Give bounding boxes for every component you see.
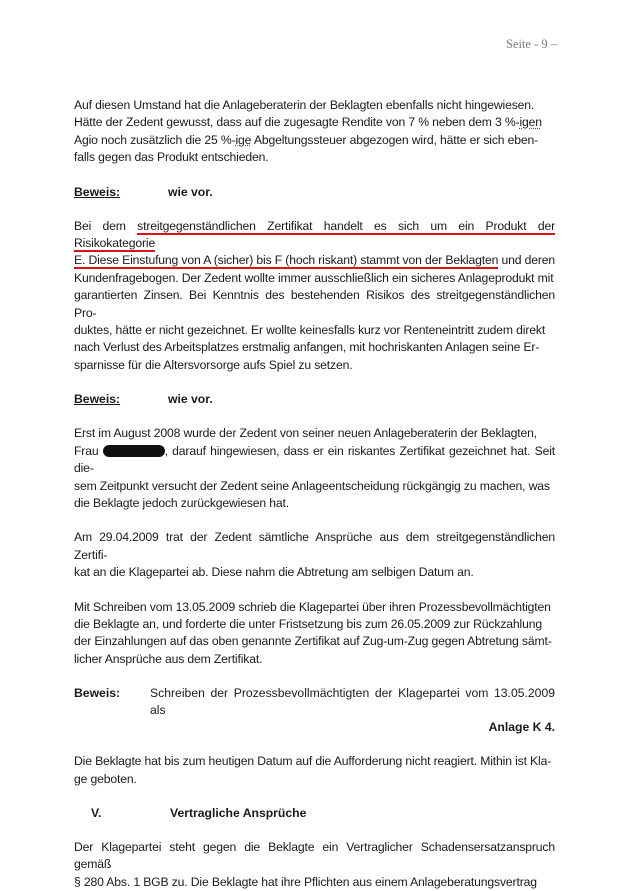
text-line: garantierten Zinsen. Bei Kenntnis des bestehenden Risikos des streitgegenständlichen Pro- [74, 288, 555, 320]
text-line: Hätte der Zedent gewusst, dass auf die zugesagte Rendite von 7 % neben dem 3 %- [74, 115, 520, 130]
text-line: die Beklagte jedoch zurückgewiesen hat. [74, 495, 290, 510]
paragraph-letter [74, 599, 555, 669]
text-line: kat an die Klagepartei ab. Diese nahm die Abtretung am selbigen Datum an. [74, 565, 474, 580]
evidence-text: Schreiben der Prozessbevollmächtigten der Klagepartei vom 13.05.2009 als [150, 686, 555, 718]
text-fragment: Abgeltungssteuer abgezogen wird, hätte er sich eben- [251, 132, 539, 147]
page-number: Seite - 9 – [505, 37, 557, 51]
paragraph-no-reaction [74, 753, 555, 788]
red-underlined-text: E. Diese Einstufung von A (sicher) bis F (hoch riskant) stammt von der Beklagten [74, 253, 499, 268]
text-line: der Einzahlungen auf das oben genannte Zertifikat auf Zug-um-Zug gegen Abtretung sämt- [74, 634, 552, 649]
text-line: Am 29.04.2009 trat der Zedent sämtliche Ansprüche aus dem streitgegenständlichen Zertifi- [74, 530, 555, 562]
text-line: duktes, hätte er nicht gezeichnet. Er wollte keinesfalls kurz vor Renteneintritt zudem direkt [74, 323, 546, 338]
paragraph-contract-claims [74, 839, 555, 891]
paragraph-august-2008 [74, 425, 555, 512]
paragraph-risk-category [74, 218, 555, 375]
redaction-bar [103, 445, 165, 457]
section-title: Vertragliche Ansprüche [170, 805, 307, 820]
evidence-label: Beweis: [74, 392, 121, 407]
document-body [74, 97, 555, 891]
text-line: § 280 Abs. 1 BGB zu. Die Beklagte hat ihre Pflichten aus einem Anlageberatungsvertrag [74, 874, 537, 889]
text-line: licher Ansprüche aus dem Zertifikat. [74, 651, 263, 666]
text-line: Der Klagepartei steht gegen die Beklagte ein Vertraglicher Schadensersatzanspruch gemäß [74, 839, 555, 872]
evidence-label: Beweis: [74, 184, 121, 199]
text-line: Mit Schreiben vom 13.05.2009 schrieb die Klagepartei über ihren Prozessbevollmächtigten [74, 599, 551, 614]
text-line: Auf diesen Umstand hat die Anlageberaterin der Beklagten ebenfalls nicht hingewiesen. [74, 98, 535, 112]
section-number: V. [91, 805, 102, 820]
text-line: Erst im August 2008 wurde der Zedent von seiner neuen Anlageberaterin der Beklagten, [74, 426, 538, 441]
text-fragment: Bei dem [74, 218, 138, 233]
text-line: Agio noch zusätzlich die 25 %- [74, 132, 236, 147]
evidence-label: Beweis: [74, 686, 121, 701]
red-underlined-text: streitgegenständlichen Zertifikat handelt es sich um ein Produkt der Risikokategorie [74, 218, 555, 251]
text-fragment: Frau [74, 443, 103, 458]
paragraph-omission [74, 97, 555, 167]
text-line: Kundenfragebogen. Der Zedent wollte immer ausschließlich ein sicheres Anlageprodukt mit [74, 270, 554, 285]
exhibit-reference: Anlage K 4. [488, 720, 555, 735]
text-line: Die Beklagte hat bis zum heutigen Datum auf die Aufforderung nicht reagiert. Mithin ist Kla- [74, 754, 552, 769]
evidence-line [74, 184, 555, 201]
text-line: sparnisse für die Altersvorsorge aufs Spiel zu setzen. [74, 357, 353, 372]
text-fragment: igen [519, 115, 542, 130]
text-line: falls gegen das Produkt entschieden. [74, 150, 269, 165]
text-line: ge geboten. [74, 771, 137, 786]
evidence-text: wie vor. [168, 184, 213, 199]
text-fragment: und deren [498, 253, 556, 268]
evidence-text: wie vor. [168, 392, 213, 407]
text-line: sem Zeitpunkt versucht der Zedent seine Anlageentscheidung rückgängig zu machen, was [74, 478, 550, 493]
evidence-line [74, 685, 555, 719]
text-line: die Beklagte an, und forderte die unter Fristsetzung bis zum 26.05.2009 zur Rückzahlung [74, 616, 542, 631]
text-fragment: , darauf hingewiesen, dass er ein riskantes Zertifikat gezeichnet hat. Seit die- [74, 443, 555, 476]
text-fragment: ige [235, 132, 252, 147]
evidence-line [74, 391, 555, 408]
section-heading [74, 805, 555, 822]
paragraph-assignment [74, 529, 555, 581]
text-line: nach Verlust des Arbeitsplatzes erstmalig anfangen, mit hochriskanten Anlagen seine Er- [74, 340, 540, 355]
